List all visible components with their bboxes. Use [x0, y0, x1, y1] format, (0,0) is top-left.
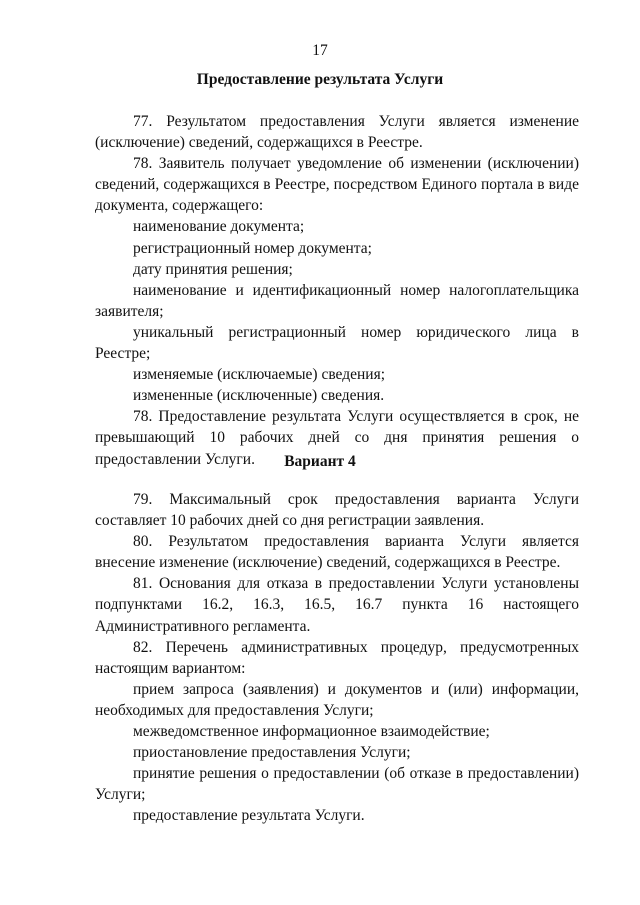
- paragraph-79: 79. Максимальный срок предоставления варианта Услуги составляет 10 рабочих дней со дня регистрации заявления.: [95, 491, 579, 530]
- paragraph-78: 78. Заявитель получает уведомление об изменении (исключении) сведений, содержащихся в Реестре, посредством Единого портала в виде документа, содержащего:: [95, 155, 579, 215]
- paragraph-77: 77. Результатом предоставления Услуги является изменение (исключение) сведений, содержащихся в Реестре.: [95, 113, 579, 152]
- list-item-changed-info: изменяемые (исключаемые) сведения;: [133, 366, 386, 384]
- list-item-applicant-inn: наименование и идентификационный номер налогоплательщика заявителя;: [95, 281, 579, 320]
- list-item-registration-number: регистрационный номер документа;: [133, 239, 372, 257]
- list-item-unique-reg-number: уникальный регистрационный номер юридического лица в Реестре;: [95, 323, 579, 363]
- paragraph-82: 82. Перечень административных процедур, предусмотренных настоящим вариантом:: [95, 638, 579, 677]
- page-number: 17: [312, 42, 328, 59]
- section-heading-result: Предоставление результата Услуги: [196, 71, 444, 88]
- paragraph-81: 81. Основания для отказа в предоставлении Услуги установлены подпунктами 16.2, 16.3, 16.5, 16.7 пункта 16 настоящего Административного регламента.: [95, 575, 579, 635]
- list-item-interagency: межведомственное информационное взаимодействие;: [133, 723, 490, 741]
- list-item-result: предоставление результата Услуги.: [133, 807, 365, 825]
- list-item-document-name: наименование документа;: [133, 218, 305, 236]
- list-item-decision: принятие решения о предоставлении (об отказе в предоставлении) Услуги;: [95, 765, 579, 804]
- section-heading-variant-4: Вариант 4: [284, 453, 356, 470]
- list-item-request-intake: прием запроса (заявления) и документов и (или) информации, необходимых для предоставления Услуги;: [95, 680, 579, 719]
- paragraph-78-term: 78. Предоставление результата Услуги осуществляется в срок, не превышающий 10 рабочих дней со дня принятия решения о предоставлении Услуги.: [95, 408, 579, 468]
- section-result-body: [95, 111, 579, 470]
- paragraph-80: 80. Результатом предоставления варианта Услуги является внесение изменение (исключение) сведений, содержащихся в Реестре.: [95, 533, 579, 572]
- list-item-updated-info: измененные (исключенные) сведения.: [133, 387, 385, 405]
- list-item-suspension: приостановление предоставления Услуги;: [133, 744, 411, 762]
- section-variant-4-body: [95, 489, 579, 827]
- list-item-decision-date: дату принятия решения;: [133, 260, 293, 278]
